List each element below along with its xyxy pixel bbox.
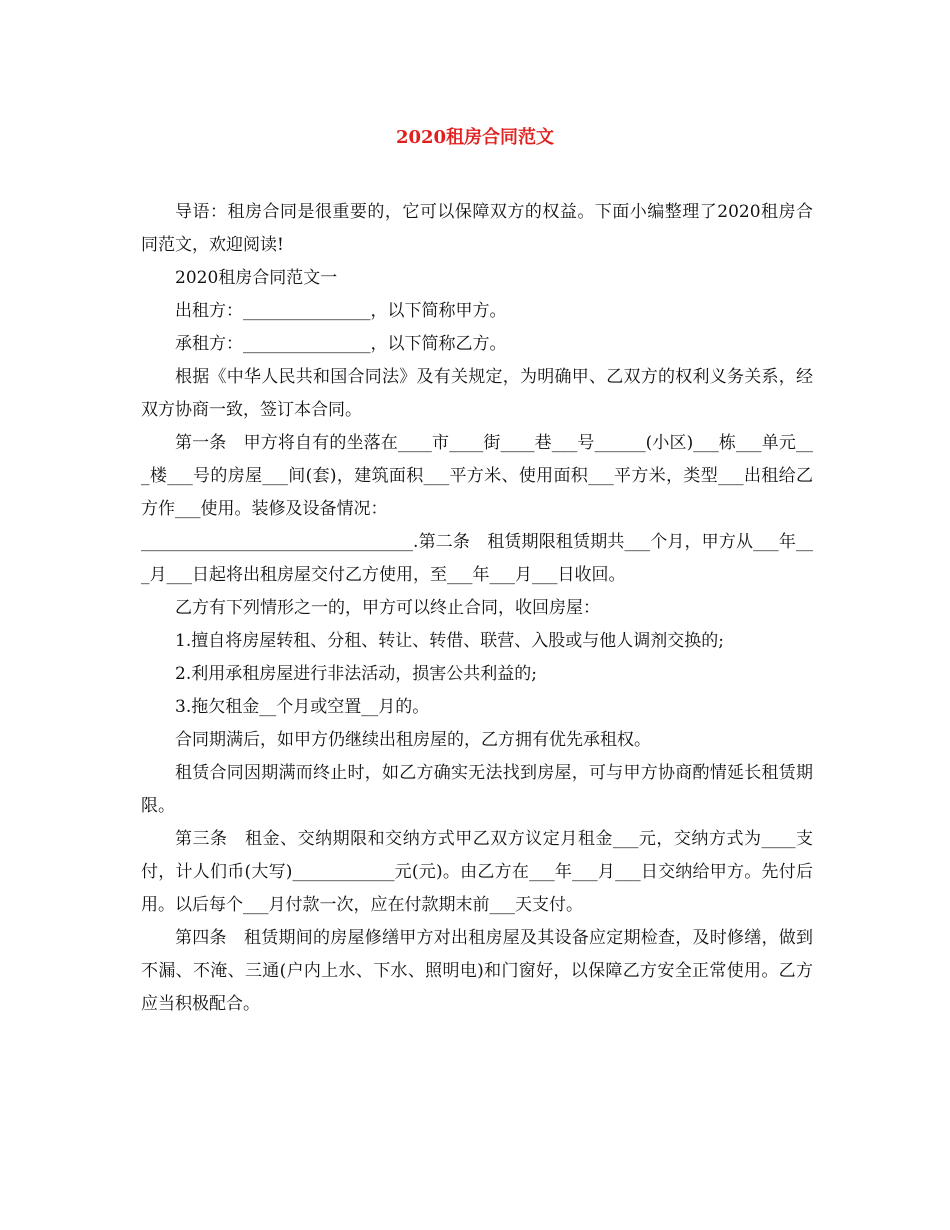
paragraph-priority: 合同期满后，如甲方仍继续出租房屋的，乙方拥有优先承租权。 <box>175 730 651 750</box>
document-title: 2020租房合同范文 <box>395 127 555 148</box>
list-item: 1.擅自将房屋转租、分租、转让、转借、联营、入股或与他人调剂交换的; <box>175 631 724 651</box>
paragraph-lessee: 承租方：_______________，以下简称乙方。 <box>175 334 507 354</box>
paragraph-extension: 租赁合同因期满而终止时，如乙方确实无法找到房屋，可与甲方协商酌情延长租赁期限。 <box>141 763 813 816</box>
paragraph-article-4: 第四条 租赁期间的房屋修缮甲方对出租房屋及其设备应定期检查，及时修缮，做到不漏、不淹、三通(户内上水、下水、照明电)和门窗好，以保障乙方安全正常使用。乙方应当积极配合。 <box>141 928 813 1014</box>
list-item: 2.利用承租房屋进行非法活动，损害公共利益的; <box>175 664 537 684</box>
list-item: 3.拖欠租金__个月或空置__月的。 <box>175 697 430 717</box>
paragraph-heading-1: 2020租房合同范文一 <box>175 268 338 288</box>
paragraph-article-2: ________________________________.第二条 租赁期限租赁期共___个月，甲方从___年___月___日起将出租房屋交付乙方使用，至___年___月___日收回。 <box>141 532 813 585</box>
paragraph-article-3: 第三条 租金、交纳期限和交纳方式甲乙双方议定月租金___元，交纳方式为____支付，计人们币(大写)____________元(元)。由乙方在___年___月___日交纳给甲方。先付后用。以后每个___月付款一次，应在付款期末前___天支付。 <box>141 829 813 915</box>
document-body <box>141 196 813 1021</box>
paragraph-intro: 导语：租房合同是很重要的，它可以保障双方的权益。下面小编整理了2020租房合同范文，欢迎阅读! <box>141 202 813 255</box>
paragraph-termination: 乙方有下列情形之一的，甲方可以终止合同，收回房屋： <box>175 598 600 618</box>
paragraph-basis: 根据《中华人民共和国合同法》及有关规定，为明确甲、乙双方的权利义务关系，经双方协商一致，签订本合同。 <box>141 367 813 420</box>
paragraph-lessor: 出租方：_______________，以下简称甲方。 <box>175 301 507 321</box>
paragraph-article-1: 第一条 甲方将自有的坐落在____市____街____巷___号______(小区)___栋___单元___楼___号的房屋___间(套)，建筑面积___平方米、使用面积___平方米，类型___出租给乙方作___使用。装修及设备情况： <box>141 433 813 519</box>
